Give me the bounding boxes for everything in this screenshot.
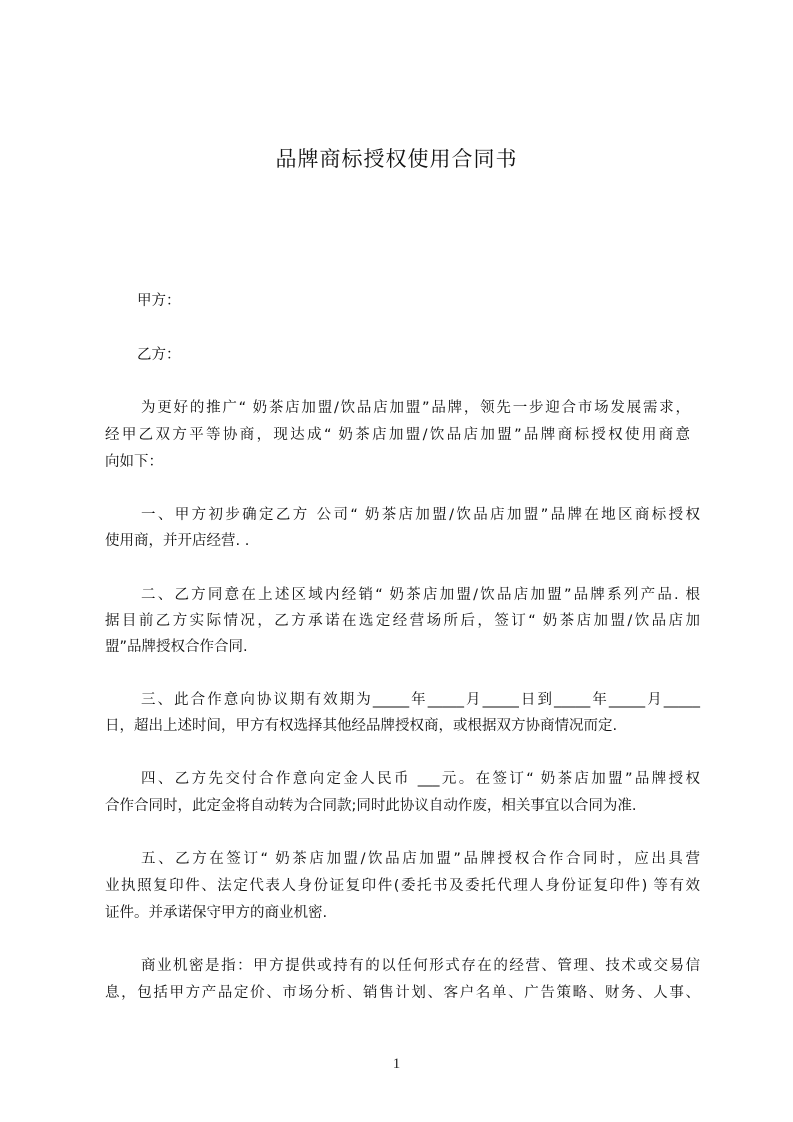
clause-2-line-3: 盟”品牌授权合作合同.	[105, 639, 248, 655]
paragraph-intro-line-2: 经甲乙双方平等协商，现达成“ 奶茶店加盟/饮品店加盟”品牌商标授权使用商意	[105, 427, 690, 443]
paragraph-intro-line-3: 向如下：	[105, 454, 163, 470]
clause-2-line-2: 据目前乙方实际情况，乙方承诺在选定经营场所后，签订“ 奶茶店加盟/饮品店加	[105, 613, 700, 629]
party-b-label: 乙方：	[137, 347, 181, 363]
clause-5-line-1: 五、乙方在签订“ 奶茶店加盟/饮品店加盟”品牌授权合作合同时，应出具营	[141, 851, 700, 867]
clause-4-line-2: 合作合同时，此定金将自动转为合同款;同时此协议自动作废，相关事宜以合同为准.	[105, 798, 637, 814]
clause-5-line-3: 证件。并承诺保守甲方的商业机密.	[105, 905, 328, 921]
trade-secret-line-2: 息，包括甲方产品定价、市场分析、销售计划、客户名单、广告策略、财务、人事、	[105, 985, 700, 1001]
document-title: 品牌商标授权使用合同书	[275, 147, 518, 171]
clause-1-line-1: 一、甲方初步确定乙方 公司“ 奶茶店加盟/饮品店加盟”品牌在地区商标授权	[141, 507, 700, 523]
party-a-label: 甲方：	[137, 293, 181, 309]
paragraph-intro-line-1: 为更好的推广“ 奶茶店加盟/饮品店加盟”品牌，领先一步迎合市场发展需求，	[141, 400, 690, 416]
clause-3-line-1: 三、此合作意向协议期有效期为_____年_____月_____日到_____年_____月_____	[141, 692, 700, 708]
clause-4-line-1: 四、乙方先交付合作意向定金人民币 ___元。在签订“ 奶茶店加盟”品牌授权	[141, 771, 700, 787]
clause-2-line-1: 二、乙方同意在上述区域内经销“ 奶茶店加盟/饮品店加盟”品牌系列产品. 根	[141, 587, 700, 603]
page-number: 1	[392, 1056, 401, 1072]
clause-1-line-2: 使用商，并开店经营. .	[105, 533, 250, 549]
clause-5-line-2: 业执照复印件、法定代表人身份证复印件(委托书及委托代理人身份证复印件) 等有效	[105, 878, 700, 894]
clause-3-line-2: 日，超出上述时间，甲方有权选择其他经品牌授权商，或根据双方协商情况而定.	[105, 718, 618, 734]
trade-secret-line-1: 商业机密是指：甲方提供或持有的以任何形式存在的经营、管理、技术或交易信	[141, 958, 700, 974]
